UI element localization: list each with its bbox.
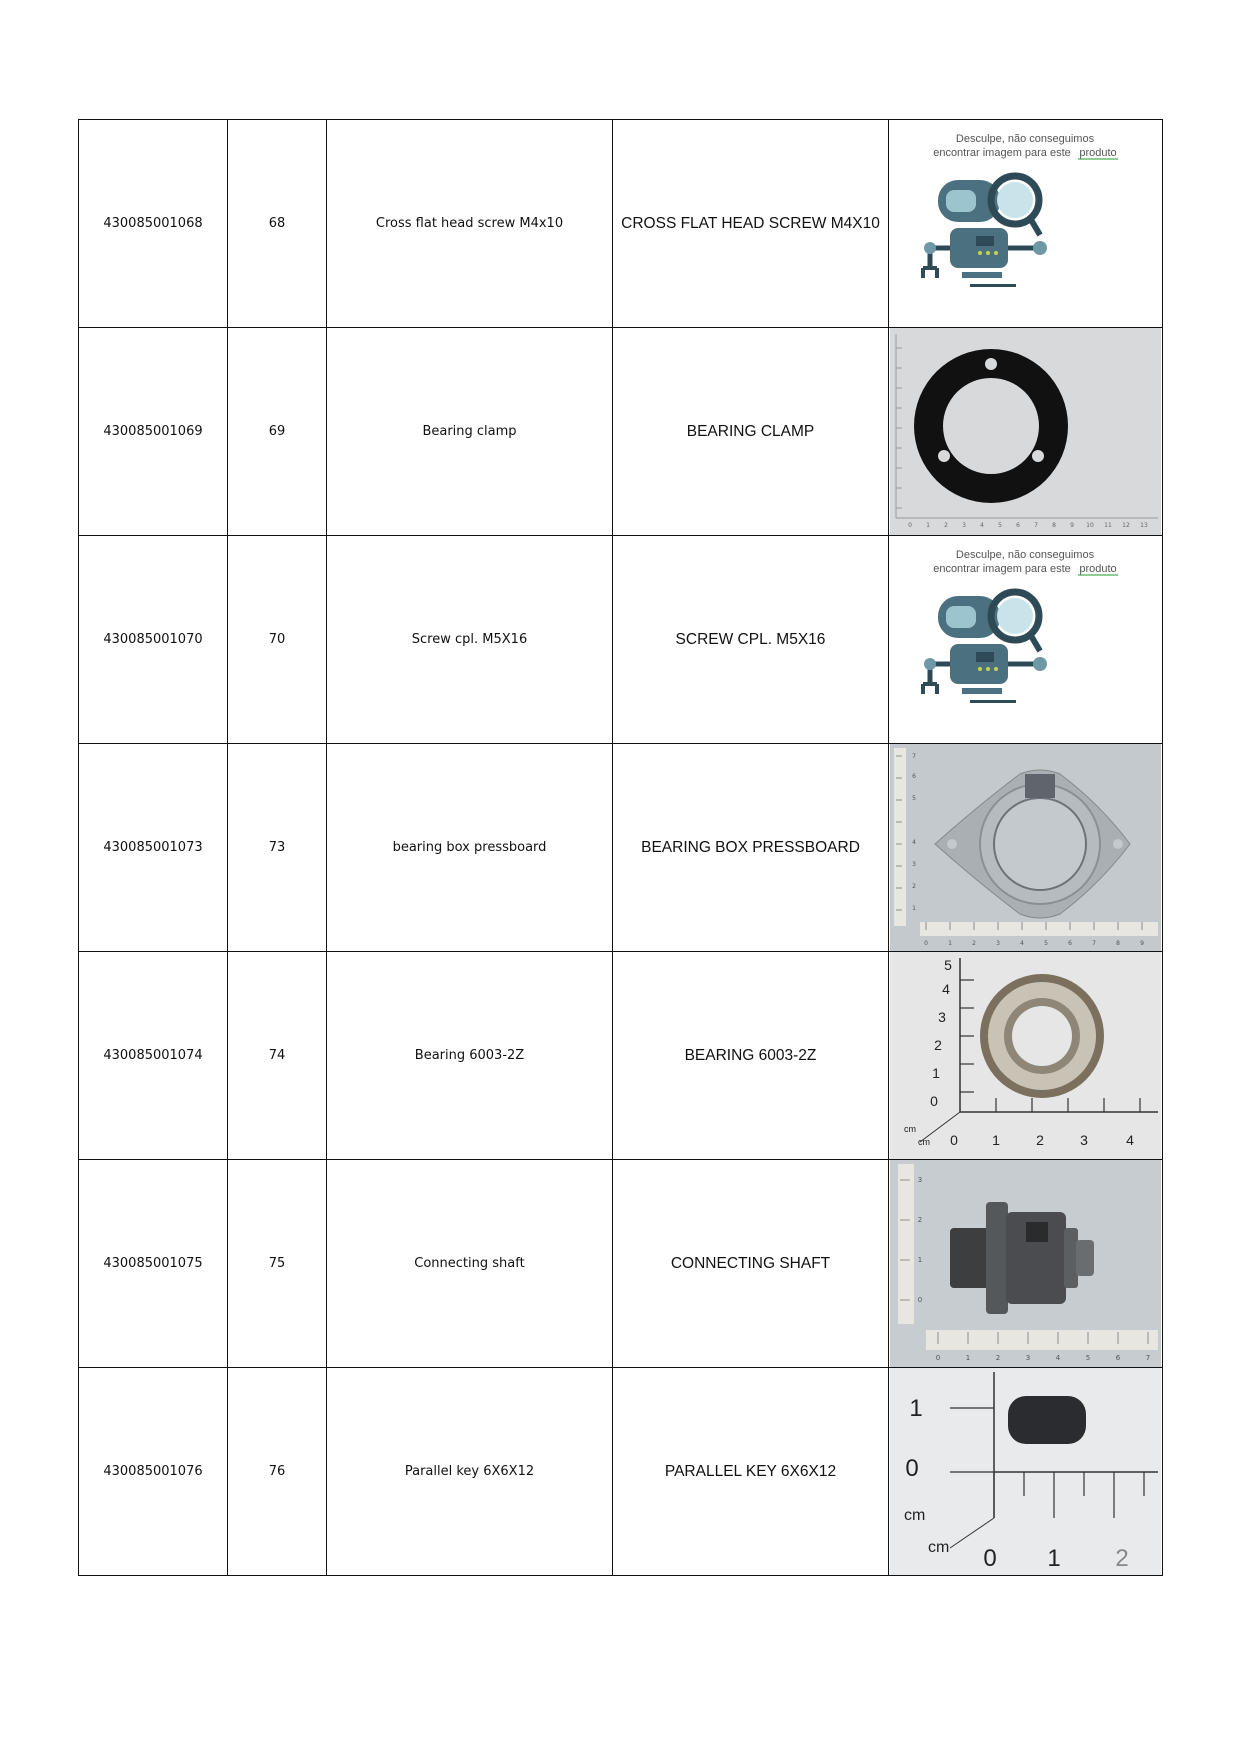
bearing-box-pressboard-photo	[890, 744, 1161, 951]
svg-text:3: 3	[938, 1009, 946, 1025]
svg-text:cm: cm	[904, 1124, 916, 1134]
svg-text:cm: cm	[928, 1539, 950, 1556]
svg-text:6: 6	[1068, 940, 1072, 947]
part-number: 69	[228, 328, 327, 536]
part-number: 75	[228, 1160, 327, 1368]
svg-text:5: 5	[1085, 1354, 1091, 1362]
part-description-upper: SCREW CPL. M5X16	[613, 536, 889, 744]
svg-text:2: 2	[972, 940, 976, 947]
svg-text:4: 4	[1020, 940, 1024, 947]
svg-text:3: 3	[912, 861, 916, 868]
part-image-cell	[889, 536, 1163, 744]
part-description: Bearing clamp	[327, 328, 613, 536]
svg-text:2: 2	[1115, 1545, 1129, 1572]
svg-text:1: 1	[926, 522, 930, 529]
part-description: Bearing 6003-2Z	[327, 952, 613, 1160]
part-number: 74	[228, 952, 327, 1160]
placeholder-line1: Desculpe, não conseguimos	[955, 549, 1095, 561]
svg-text:13: 13	[1140, 522, 1148, 529]
part-description-upper: BEARING BOX PRESSBOARD	[613, 744, 889, 952]
svg-text:0: 0	[917, 1296, 923, 1304]
part-number: 70	[228, 536, 327, 744]
svg-text:9: 9	[1140, 940, 1144, 947]
part-image-cell	[889, 744, 1163, 952]
part-code: 430085001074	[79, 952, 228, 1160]
svg-text:5: 5	[1044, 940, 1048, 947]
part-number: 76	[228, 1368, 327, 1576]
part-number: 73	[228, 744, 327, 952]
svg-text:0: 0	[935, 1354, 941, 1362]
svg-text:2: 2	[995, 1354, 1001, 1362]
svg-text:9: 9	[1070, 522, 1074, 529]
part-description-upper: BEARING 6003-2Z	[613, 952, 889, 1160]
table-row	[79, 536, 1163, 744]
svg-text:4: 4	[912, 839, 916, 846]
svg-text:7: 7	[1034, 522, 1038, 529]
no-image-placeholder	[890, 536, 1161, 743]
svg-text:4: 4	[942, 981, 950, 997]
no-image-placeholder	[890, 120, 1161, 327]
svg-text:2: 2	[917, 1216, 923, 1224]
svg-text:0: 0	[924, 940, 928, 947]
svg-text:10: 10	[1086, 522, 1094, 529]
part-description-upper: CONNECTING SHAFT	[613, 1160, 889, 1368]
table-row	[79, 1368, 1163, 1576]
table-row	[79, 328, 1163, 536]
placeholder-line1: Desculpe, não conseguimos	[955, 133, 1095, 145]
svg-text:0: 0	[983, 1545, 997, 1572]
placeholder-line2: encontrar imagem para este	[933, 147, 1071, 159]
svg-text:0: 0	[908, 522, 912, 529]
svg-text:7: 7	[1092, 940, 1096, 947]
svg-text:1: 1	[948, 940, 952, 947]
part-image-cell	[889, 328, 1163, 536]
table-row	[79, 1160, 1163, 1368]
part-description-upper: BEARING CLAMP	[613, 328, 889, 536]
part-code: 430085001070	[79, 536, 228, 744]
parallel-key-photo	[890, 1368, 1161, 1575]
part-description-upper: CROSS FLAT HEAD SCREW M4X10	[613, 120, 889, 328]
connecting-shaft-photo	[890, 1160, 1161, 1367]
svg-text:6: 6	[1016, 522, 1020, 529]
svg-text:3: 3	[962, 522, 966, 529]
svg-text:1: 1	[912, 905, 916, 912]
svg-text:5: 5	[944, 957, 952, 973]
part-code: 430085001073	[79, 744, 228, 952]
part-image-cell	[889, 120, 1163, 328]
svg-text:2: 2	[934, 1037, 942, 1053]
svg-text:2: 2	[1036, 1132, 1044, 1148]
part-description: Parallel key 6X6X12	[327, 1368, 613, 1576]
part-image-cell	[889, 1368, 1163, 1576]
part-code: 430085001076	[79, 1368, 228, 1576]
svg-text:2: 2	[944, 522, 948, 529]
svg-text:3: 3	[1080, 1132, 1088, 1148]
svg-text:cm: cm	[904, 1507, 926, 1524]
svg-text:1: 1	[909, 1395, 923, 1422]
table-row	[79, 744, 1163, 952]
bearing-photo	[890, 952, 1161, 1159]
part-number: 68	[228, 120, 327, 328]
part-description: bearing box pressboard	[327, 744, 613, 952]
svg-text:7: 7	[912, 753, 916, 760]
svg-text:7: 7	[1145, 1354, 1151, 1362]
svg-text:4: 4	[980, 522, 984, 529]
part-code: 430085001069	[79, 328, 228, 536]
svg-text:1: 1	[1047, 1545, 1061, 1572]
svg-text:6: 6	[912, 773, 916, 780]
table-row	[79, 120, 1163, 328]
svg-text:1: 1	[992, 1132, 1000, 1148]
part-description-upper: PARALLEL KEY 6X6X12	[613, 1368, 889, 1576]
svg-text:3: 3	[917, 1176, 923, 1184]
svg-text:1: 1	[917, 1256, 923, 1264]
svg-text:4: 4	[1055, 1354, 1061, 1362]
svg-text:3: 3	[1025, 1354, 1031, 1362]
svg-text:0: 0	[905, 1455, 919, 1482]
svg-text:3: 3	[996, 940, 1000, 947]
svg-text:8: 8	[1116, 940, 1120, 947]
svg-text:4: 4	[1126, 1132, 1134, 1148]
svg-text:11: 11	[1104, 522, 1112, 529]
parts-table	[78, 119, 1163, 1576]
table-row	[79, 952, 1163, 1160]
svg-text:0: 0	[930, 1093, 938, 1109]
part-code: 430085001075	[79, 1160, 228, 1368]
placeholder-link: produto	[1079, 563, 1117, 575]
placeholder-line2: encontrar imagem para este	[933, 563, 1071, 575]
bearing-clamp-photo	[890, 328, 1161, 535]
part-description: Connecting shaft	[327, 1160, 613, 1368]
placeholder-link: produto	[1079, 147, 1117, 159]
part-code: 430085001068	[79, 120, 228, 328]
svg-text:6: 6	[1115, 1354, 1121, 1362]
svg-text:0: 0	[950, 1132, 958, 1148]
part-image-cell	[889, 952, 1163, 1160]
svg-text:2: 2	[912, 883, 916, 890]
svg-text:8: 8	[1052, 522, 1056, 529]
svg-text:1: 1	[932, 1065, 940, 1081]
svg-text:1: 1	[965, 1354, 971, 1362]
svg-text:5: 5	[912, 795, 916, 802]
part-image-cell	[889, 1160, 1163, 1368]
svg-text:cm: cm	[918, 1137, 930, 1147]
part-description: Cross flat head screw M4x10	[327, 120, 613, 328]
part-description: Screw cpl. M5X16	[327, 536, 613, 744]
svg-text:12: 12	[1122, 522, 1130, 529]
svg-text:5: 5	[998, 522, 1002, 529]
